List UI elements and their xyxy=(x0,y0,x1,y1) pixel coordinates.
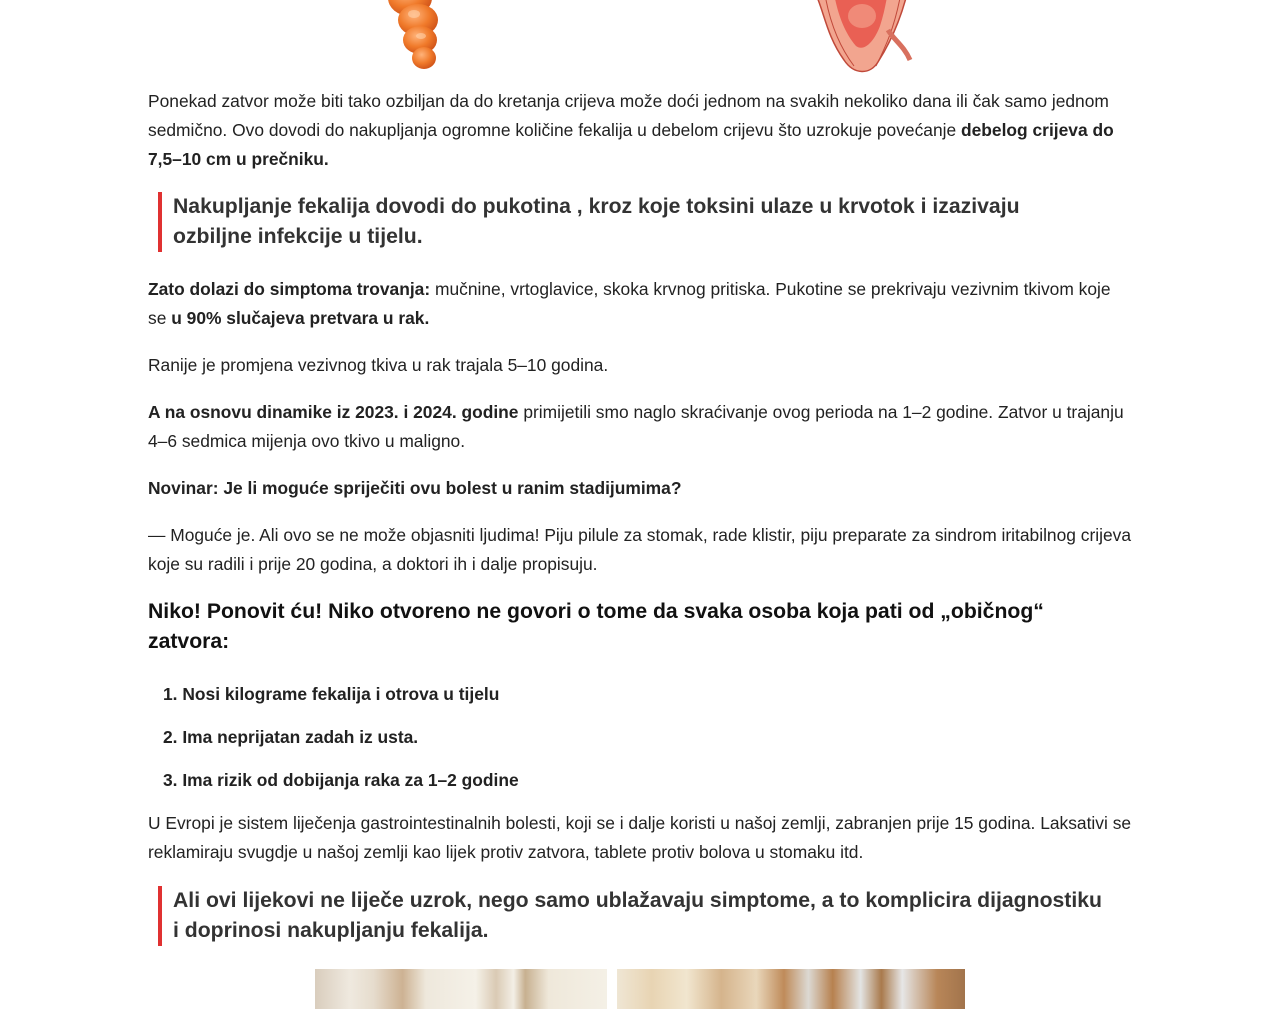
paragraph-text: mučnine, vrtoglavice, skoka krvnog pritiska. Pukotine se prekrivaju vezivnim tkivom koje se xyxy=(148,279,1111,328)
paragraph-text: primijetili smo naglo skraćivanje ovog perioda na 1–2 godine. Zatvor u trajanju 4–6 sedmica mijenja ovo tkivo u maligno. xyxy=(148,402,1124,451)
colon-illustration xyxy=(376,0,454,72)
paragraph-previous-duration: Ranije je promjena vezivnog tkiva u rak trajala 5–10 godina. xyxy=(148,355,609,375)
list-item: 2. Ima neprijatan zadah iz usta. xyxy=(163,727,419,747)
pull-quote-fissures: Nakupljanje fekalija dovodi do pukotina , kroz koje toksini ulaze u krvotok i izazivaju ozbiljne infekcije u tijelu. xyxy=(158,192,1103,252)
photo-right-panel xyxy=(617,969,965,1009)
paragraph-bold: debelog crijeva do 7,5–10 cm u prečniku. xyxy=(148,120,1114,169)
paragraph-bold: A na osnovu dinamike iz 2023. i 2024. godine xyxy=(148,402,519,422)
paragraph-symptoms xyxy=(148,275,1132,333)
paragraph-bold: u 90% slučajeva pretvara u rak. xyxy=(171,308,430,328)
section-heading: Niko! Ponovit ću! Niko otvoreno ne govori o tome da svaka osoba koja pati od „običnog“ zatvora: xyxy=(148,600,1044,653)
rectum-anatomy-illustration xyxy=(804,0,916,78)
paragraph-europe-treatment: U Evropi je sistem liječenja gastrointestinalnih bolesti, koji se i dalje koristi u našoj zemlji, zabranjen prije 15 godina. Laksativi se reklamiraju svugdje u našoj zemlji kao lijek protiv zatvora, tablete protiv bolova u stomaku itd. xyxy=(148,813,1132,862)
interview-answer: — Moguće je. Ali ovo se ne može objasniti ljudima! Piju pilule za stomak, rade klistir, piju preparate za sindrom iritabilnog crijeva koje su radili i prije 20 godina, a doktori ih i dalje propisuju. xyxy=(148,525,1132,574)
paragraph-text: Ponekad zatvor može biti tako ozbiljan da do kretanja crijeva može doći jednom na svakih nekoliko dana ili čak samo jednom sedmično. Ovo dovodi do nakupljanja ogromne količine fekalija u debelom crijevu što uzrokuje povećanje xyxy=(148,91,1109,140)
paragraph-bold: Zato dolazi do simptoma trovanja: xyxy=(148,279,431,299)
list-item: 3. Ima rizik od dobijanja raka za 1–2 godine xyxy=(163,770,519,790)
paragraph-constipation-severity xyxy=(148,87,1132,174)
interview-question: Novinar: Je li moguće spriječiti ovu bolest u ranim stadijumima? xyxy=(148,478,682,498)
photo-left-panel xyxy=(315,969,607,1009)
article xyxy=(148,0,1132,942)
photo-divider xyxy=(607,969,617,1009)
illustration-row xyxy=(148,0,1132,80)
pull-quote-medications: Ali ovi lijekovi ne liječe uzrok, nego samo ublažavaju simptome, a to komplicira dijagnostiku i doprinosi nakupljanju fekalija. xyxy=(158,886,1103,946)
paragraph-dynamics xyxy=(148,398,1132,456)
list-item: 1. Nosi kilograme fekalija i otrova u tijelu xyxy=(163,684,500,704)
consequences-list xyxy=(163,680,519,809)
article-photo xyxy=(315,969,965,1009)
